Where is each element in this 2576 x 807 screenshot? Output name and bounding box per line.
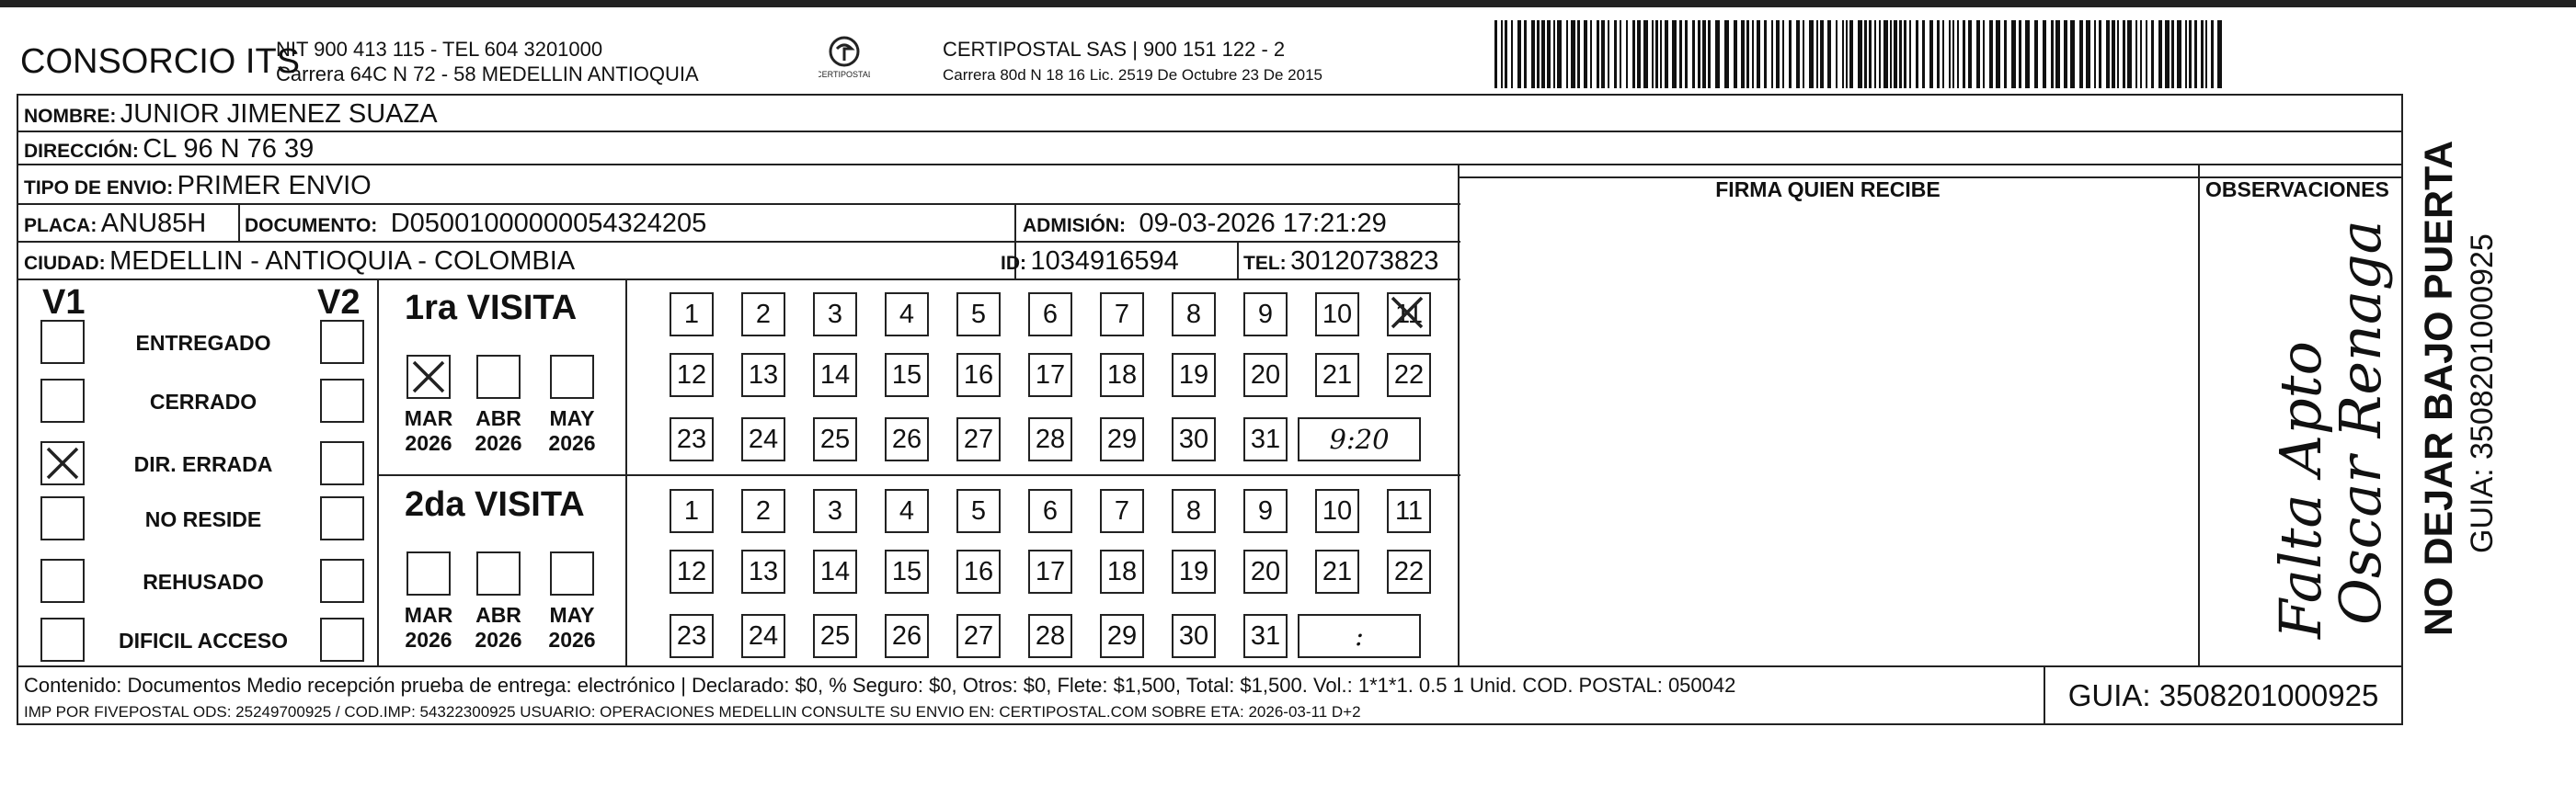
observations-header: OBSERVACIONES [2205,177,2389,201]
month-checkbox[interactable] [476,355,521,399]
tel-label: TEL: [1243,253,1287,274]
v2-checkbox[interactable] [320,559,364,603]
day-cell[interactable]: 7 [1100,292,1144,336]
month-name: MAR [404,603,453,627]
month-name: ABR [475,406,521,430]
signature-header: FIRMA QUIEN RECIBE [1715,177,1941,201]
month-name: MAY [549,603,595,627]
company-address: Carrera 64C N 72 - 58 MEDELLIN ANTIOQUIA [276,63,699,85]
city-field [24,246,575,277]
day-cell[interactable]: 27 [956,417,1001,461]
day-cell[interactable]: 6 [1028,489,1072,533]
carrier-address: Carrera 80d N 18 16 Lic. 2519 De Octubre 23 De 2015 [943,66,1322,84]
day-cell[interactable]: 3 [813,489,857,533]
day-cell[interactable]: 2 [741,292,785,336]
day-cell[interactable]: 17 [1028,353,1072,397]
id-field [1001,246,1179,277]
day-cell[interactable]: 23 [670,614,714,658]
day-cell[interactable]: 26 [885,417,929,461]
month-label [399,603,458,653]
day-cell[interactable]: 14 [813,550,857,594]
day-cell[interactable]: 17 [1028,550,1072,594]
v2-checkbox[interactable] [320,441,364,485]
day-cell[interactable]: 1 [670,292,714,336]
day-cell[interactable]: 11 [1387,489,1431,533]
plate-label: PLACA: [24,215,97,236]
recipient-address: CL 96 N 76 39 [143,134,315,164]
month-year: 2026 [548,628,596,652]
month-year: 2026 [405,628,452,652]
admission-label: ADMISIÓN: [1023,215,1126,236]
day-cell[interactable]: 5 [956,489,1001,533]
day-cross-mark [1387,292,1431,336]
observation-note-2: Oscar Renaga [2327,220,2394,625]
v1-checkbox[interactable] [40,379,85,423]
day-cell[interactable]: 22 [1387,353,1431,397]
v1-checkbox[interactable] [40,441,85,485]
city-label: CIUDAD: [24,253,106,274]
day-cell[interactable]: 29 [1100,417,1144,461]
day-cell[interactable]: 24 [741,614,785,658]
v1-header: V1 [42,283,86,322]
plate-value: ANU85H [100,209,207,238]
day-cell[interactable]: 10 [1315,489,1359,533]
day-cell[interactable]: 30 [1172,614,1216,658]
day-cell[interactable]: 28 [1028,614,1072,658]
day-cell[interactable]: 4 [885,489,929,533]
day-cell[interactable]: 18 [1100,353,1144,397]
city-value: MEDELLIN - ANTIOQUIA - COLOMBIA [109,246,576,276]
no-leave-under-door-warning: NO DEJAR BAJO PUERTA [2417,140,2461,636]
day-cell[interactable]: 10 [1315,292,1359,336]
month-checkbox[interactable] [550,551,594,596]
month-year: 2026 [475,431,522,455]
day-cell[interactable]: 7 [1100,489,1144,533]
print-info: IMP POR FIVEPOSTAL ODS: 25249700925 / COD.IMP: 54322300925 USUARIO: OPERACIONES MEDELLIN CONSULTE SU ENVIO EN: CERTIPOSTAL.COM SOBRE ETA: 2026-03-11 D+2 [24,703,1361,721]
day-cell[interactable]: 1 [670,489,714,533]
month-checkbox[interactable] [550,355,594,399]
name-row [24,99,438,130]
day-cell[interactable]: 28 [1028,417,1072,461]
month-label [469,603,528,653]
month-name: MAY [549,406,595,430]
day-cell[interactable]: 25 [813,614,857,658]
day-cell[interactable]: 25 [813,417,857,461]
logo-caption: CERTIPOSTAL [819,70,870,79]
day-cell[interactable]: 16 [956,550,1001,594]
guide-number-box: GUIA: 3508201000925 [2067,677,2379,712]
barcode [1494,20,2226,88]
visit-time-field[interactable]: : [1298,614,1421,658]
day-cell[interactable]: 2 [741,489,785,533]
visit-title: 1ra VISITA [405,289,578,327]
month-checkbox[interactable] [406,551,451,596]
v2-checkbox[interactable] [320,496,364,540]
status-label: REHUSADO [143,570,264,594]
day-cell[interactable]: 11 [1387,292,1431,336]
day-cell[interactable]: 22 [1387,550,1431,594]
id-value: 1034916594 [1030,246,1179,276]
company-name: CONSORCIO ITS [20,42,301,81]
status-label: CERRADO [149,390,258,414]
admission-field [1023,209,1387,239]
day-cell[interactable]: 3 [813,292,857,336]
day-cell[interactable]: 6 [1028,292,1072,336]
company-nit: NIT 900 413 115 - TEL 604 3201000 [276,38,603,61]
day-cell[interactable]: 15 [885,550,929,594]
admission-value: 09-03-2026 17:21:29 [1139,209,1387,238]
address-label: DIRECCIÓN: [24,141,139,162]
month-year: 2026 [475,628,522,652]
v2-checkbox[interactable] [320,379,364,423]
day-cell[interactable]: 30 [1172,417,1216,461]
tel-value: 3012073823 [1290,246,1439,276]
shipment-type-row [24,171,372,201]
v2-header: V2 [317,283,361,322]
name-label: NOMBRE: [24,106,117,127]
content-summary: Contenido: Documentos Medio recepción prueba de entrega: electrónico | Declarado: $0, % Seguro: $0, Otros: $0, Flete: $1,500, Total: $1,500. Vol.: 1*1*1. 0.5 1 Unid. COD. POSTAL: 050042 [24,674,1736,697]
day-cell[interactable]: 4 [885,292,929,336]
month-year: 2026 [405,431,452,455]
day-cell[interactable]: 19 [1172,353,1216,397]
certipostal-logo [819,33,870,85]
address-row [24,134,314,165]
day-cell[interactable]: 12 [670,550,714,594]
status-label: NO RESIDE [144,507,262,531]
status-label: ENTREGADO [135,331,271,355]
v1-checkbox[interactable] [40,320,85,364]
day-cell[interactable]: 13 [741,353,785,397]
status-label: DIFICIL ACCESO [118,629,288,653]
top-border [0,0,2576,7]
shipment-type: PRIMER ENVIO [177,171,372,200]
day-cell[interactable]: 31 [1243,417,1288,461]
day-cell[interactable]: 5 [956,292,1001,336]
day-cell[interactable]: 19 [1172,550,1216,594]
day-cell[interactable]: 21 [1315,550,1359,594]
v2-checkbox[interactable] [320,618,364,662]
v1-checkbox[interactable] [40,618,85,662]
tel-field [1243,246,1438,277]
month-label [543,603,601,653]
day-cell[interactable]: 9 [1243,292,1288,336]
visit-title: 2da VISITA [405,485,585,524]
day-cell[interactable]: 9 [1243,489,1288,533]
day-cell[interactable]: 20 [1243,550,1288,594]
day-cell[interactable]: 31 [1243,614,1288,658]
day-cell[interactable]: 20 [1243,353,1288,397]
day-cell[interactable]: 29 [1100,614,1144,658]
day-cell[interactable]: 18 [1100,550,1144,594]
day-cell[interactable]: 8 [1172,292,1216,336]
recipient-name: JUNIOR JIMENEZ SUAZA [120,99,438,129]
month-label [543,406,601,456]
document-label: DOCUMENTO: [245,215,378,236]
carrier-name: CERTIPOSTAL SAS | 900 151 122 - 2 [943,38,1286,61]
month-checkbox[interactable] [406,355,451,399]
v1-checkbox[interactable] [40,496,85,540]
day-cell[interactable]: 23 [670,417,714,461]
day-cell[interactable]: 12 [670,353,714,397]
day-cell[interactable]: 8 [1172,489,1216,533]
v1-checkbox[interactable] [40,559,85,603]
month-label [399,406,458,456]
day-cell[interactable]: 13 [741,550,785,594]
shipment-type-label: TIPO DE ENVIO: [24,177,174,199]
status-label: DIR. ERRADA [133,452,273,476]
day-cell[interactable]: 21 [1315,353,1359,397]
document-field [245,209,706,239]
month-year: 2026 [548,431,596,455]
day-cell[interactable]: 15 [885,353,929,397]
side-guide-number: GUIA: 3508201000925 [2465,233,2500,553]
day-cell[interactable]: 14 [813,353,857,397]
v2-checkbox[interactable] [320,320,364,364]
month-label [469,406,528,456]
observation-note-1: Falta Apto [2267,341,2334,639]
day-cell[interactable]: 24 [741,417,785,461]
id-label: ID: [1001,253,1026,274]
month-checkbox[interactable] [476,551,521,596]
document-value: D05001000000054324205 [390,209,707,238]
day-cell[interactable]: 27 [956,614,1001,658]
visit-time-field[interactable]: 9:20 [1298,417,1421,461]
day-cell[interactable]: 16 [956,353,1001,397]
month-name: MAR [404,406,453,430]
plate-field [24,209,206,239]
day-cell[interactable]: 26 [885,614,929,658]
month-name: ABR [475,603,521,627]
